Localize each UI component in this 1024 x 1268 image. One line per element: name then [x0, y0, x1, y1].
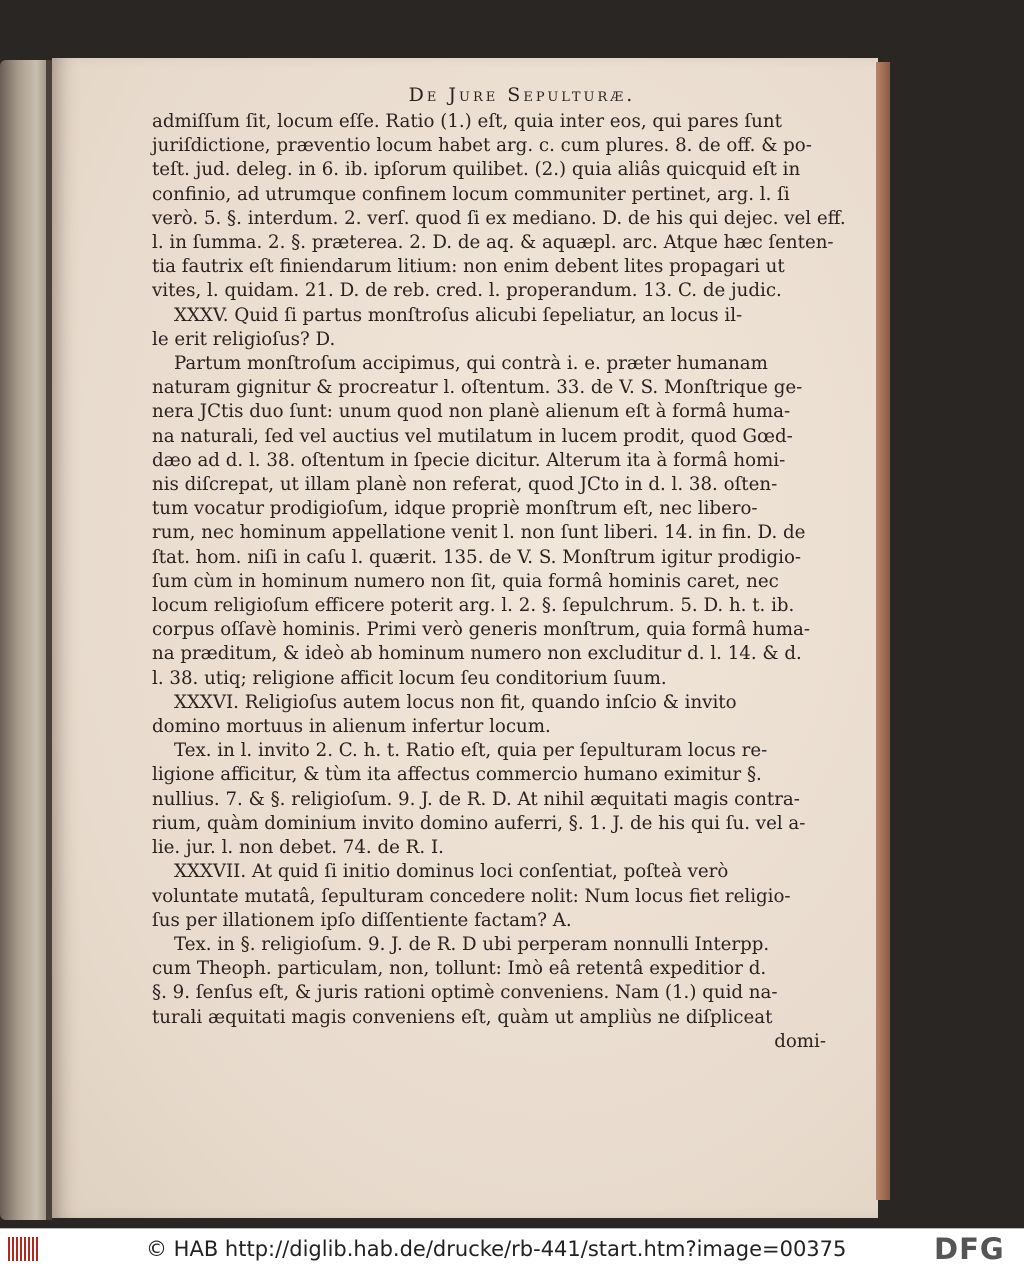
text-line: na naturali, ſed vel auctius vel mutilatum in lucem prodit, quod Gœd- — [152, 425, 793, 447]
text-line: teſt. jud. deleg. in 6. ib. ipſorum quilibet. (2.) quia aliâs quicquid eſt in — [152, 159, 801, 181]
footer-bar — [0, 1228, 1024, 1268]
text-line: corpus oſſavè hominis. Primi verò generis monſtrum, quia formâ huma- — [152, 619, 810, 641]
text-line: ſum cùm in hominum numero non ſit, quia formâ hominis caret, nec — [152, 570, 779, 592]
text-line: nullius. 7. & §. religioſum. 9. J. de R. D. At nihil æquitati magis contra- — [152, 788, 800, 810]
text-line: rum, nec hominum appellatione venit l. non ſunt liberi. 14. in fin. D. de — [152, 522, 806, 544]
text-line: turali æquitati magis conveniens eſt, quàm ut ampliùs ne diſpliceat — [152, 1006, 773, 1028]
text-line: l. in ſumma. 2. §. præterea. 2. D. de aq. & aquæpl. arc. Atque hæc ſenten- — [152, 232, 834, 254]
running-head: De Jure Sepulturæ. — [408, 84, 636, 106]
text-line: tum vocatur prodigioſum, idque propriè monſtrum eſt, nec libero- — [152, 498, 758, 520]
section-heading-xxxvii: XXXVII. At quid ſi initio dominus loci conſentiat, poſteà verò — [174, 861, 729, 883]
text-line: rium, quàm dominium invito domino auferri, §. 1. J. de his qui ſu. vel a- — [152, 812, 806, 834]
text-line: lie. jur. l. non debet. 74. de R. I. — [152, 837, 444, 859]
text-line: ſtat. hom. niſi in caſu l. quærit. 135. de V. S. Monſtrum igitur prodigio- — [152, 546, 802, 568]
text-line: l. 38. utiq; religione afficit locum ſeu conditorium ſuum. — [152, 667, 667, 689]
text-line: vites, l. quidam. 21. D. de reb. cred. l. properandum. 13. C. de judic. — [152, 280, 782, 302]
text-line: dæo ad d. l. 38. oſtentum in ſpecie dicitur. Alterum ita à formâ homi- — [152, 449, 786, 471]
text-line: domino mortuus in alienum infertur locum. — [152, 716, 551, 738]
text-line: na præditum, & ideò ab hominum numero non excluditur d. l. 14. & d. — [152, 643, 802, 665]
text-line: ſus per illationem ipſo diſſentiente factam? A. — [152, 909, 572, 931]
text-line: voluntate mutatâ, ſepulturam concedere nolit: Num locus fiet religio- — [152, 885, 791, 907]
barcode-icon — [8, 1237, 38, 1261]
text-line: §. 9. ſenſus eſt, & juris rationi optimè conveniens. Nam (1.) quid na- — [152, 982, 778, 1004]
page-text — [152, 82, 846, 1054]
text-line: tia fautrix eſt finiendarum litium: non enim debent lites propagari ut — [152, 256, 785, 278]
book-board-edge — [876, 62, 890, 1200]
text-line: le erit religioſus? D. — [152, 328, 336, 350]
text-line: admiſſum ſit, locum eſſe. Ratio (1.) eſt, quia inter eos, qui pares ſunt — [152, 111, 782, 132]
text-line: juriſdictione, præventio locum habet arg. c. cum plures. 8. de off. & po- — [152, 135, 812, 157]
text-line: locum religioſum efficere poterit arg. l. 2. §. ſepulchrum. 5. D. h. t. ib. — [152, 595, 795, 617]
dfg-logo: DFG — [934, 1232, 1005, 1266]
text-line: nis diſcrepat, ut illam planè non referat, quod JCto in d. l. 38. oſten- — [152, 474, 778, 496]
text-line: ligione afficitur, & tùm ita affectus commercio humano eximitur §. — [152, 764, 762, 786]
text-line: naturam gignitur & procreatur l. oſtentum. 33. de V. S. Monſtrique ge- — [152, 377, 803, 399]
text-line: Tex. in §. religioſum. 9. J. de R. D ubi perperam nonnulli Interpp. — [174, 933, 770, 955]
copyright-link[interactable]: © HAB http://diglib.hab.de/drucke/rb-441/start.htm?image=00375 — [146, 1237, 847, 1261]
text-line: Tex. in l. invito 2. C. h. t. Ratio eſt, quia per ſepulturam locus re- — [174, 740, 768, 762]
text-line: Partum monſtroſum accipimus, qui contrà i. e. præter humanam — [174, 353, 768, 375]
text-line: confinio, ad utrumque confinem locum communiter pertinet, arg. l. ſi — [152, 183, 790, 205]
catchword: domi- — [774, 1030, 826, 1052]
text-line: nera JCtis duo ſunt: unum quod non planè alienum eſt à formâ huma- — [152, 401, 791, 423]
scanned-page — [52, 58, 878, 1218]
book-edge — [0, 60, 52, 1220]
text-line: cum Theoph. particulam, non, tollunt: Imò eâ retentâ expeditior d. — [152, 958, 767, 980]
text-line: verò. 5. §. interdum. 2. verſ. quod ſi ex mediano. D. de his qui dejec. vel eff. — [152, 207, 846, 229]
section-heading-xxxvi: XXXVI. Religioſus autem locus non fit, quando inſcio & invito — [174, 691, 737, 713]
section-heading-xxxv: XXXV. Quid ſi partus monſtroſus alicubi ſepeliatur, an locus il- — [174, 304, 743, 326]
